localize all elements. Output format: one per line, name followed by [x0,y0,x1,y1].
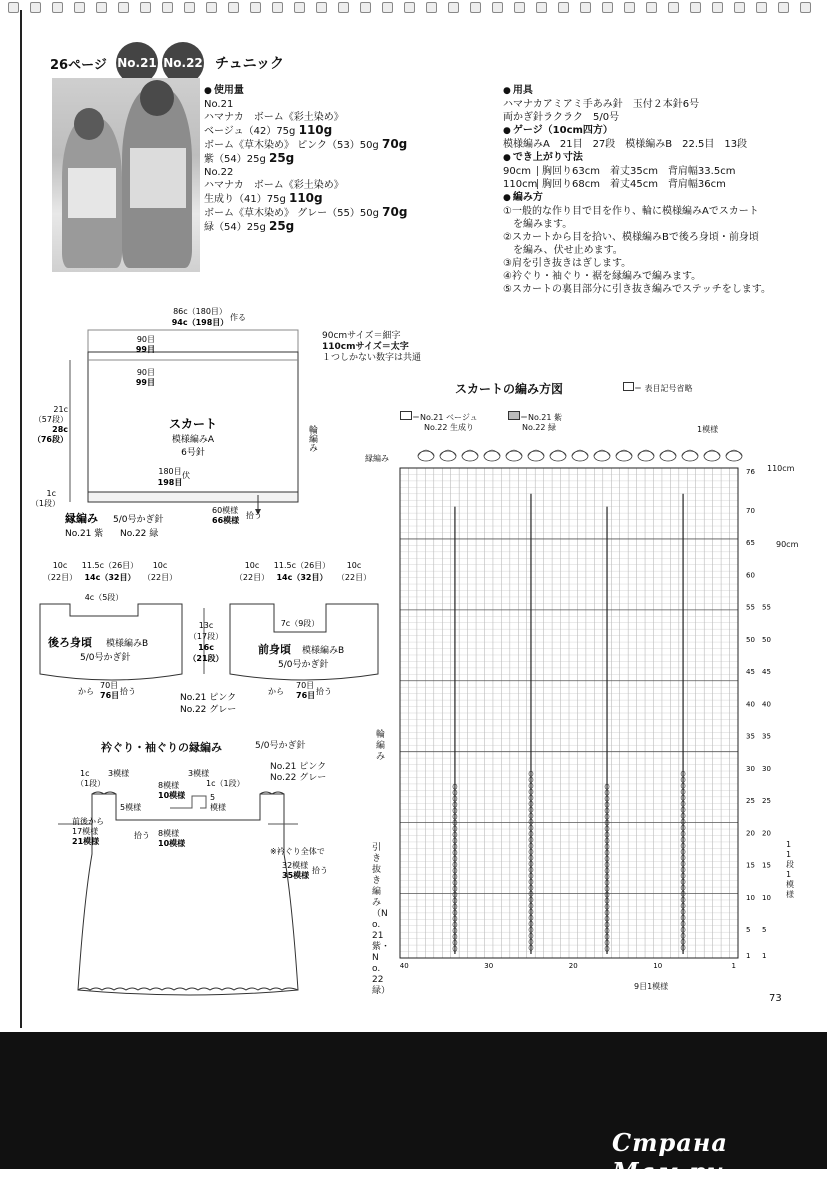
edg-hem-pick: 拾う [312,866,328,875]
skirt-bot2: 198目 [157,478,183,487]
size-heading: ● でき上がり寸法 [503,151,803,165]
body-diagrams [30,556,390,726]
edg-m8b: 8模様 [158,829,180,838]
skirt-top-cast1: 86c（180目） [173,307,227,316]
method-step5: ⑤スカートの裏目部分に引き抜き編みでステッチをします。 [503,284,771,295]
chart-size90: 90cm [776,540,799,549]
skirt-chart [398,440,818,1000]
mid-dim4: （21段） [188,654,224,663]
row-label: 25 [746,797,755,806]
edg-m5a: 5模様 [120,803,142,812]
note-common: １つしかない数字は共通 [322,353,422,363]
edg-fb-pick: 拾う [134,831,150,840]
edge-no22: No.22 緑 [120,529,159,539]
row-label: 30 [746,764,755,773]
tools-line2: 両かぎ針ラクラク 5/0号 [503,112,620,123]
skirt-left3: 28c [52,425,68,434]
note-90: 90cmサイズ＝細字 [322,331,401,341]
front-dim5: 10c [346,561,362,570]
tools-line1: ハマナカアミアミ手あみ針 玉付２本針6号 [503,99,700,110]
row-label-inner: 10 [762,893,771,902]
edg-fb1: 前後から [72,817,104,826]
row-label: 35 [746,732,755,741]
front-pick2: 70目 [296,681,315,690]
front-pick1: から [268,687,284,696]
col-label: 40 [399,962,409,970]
mid-dim1: 13c [198,621,214,630]
method-step1b: を編みます。 [503,219,573,230]
edge-title: 縁編み [65,512,98,525]
edg-m10a: 10模様 [158,791,186,800]
front-dim4: 14c（32目） [276,573,328,582]
row-label: 1 [746,951,751,960]
method-step2b: を編み、伏せ止めます。 [503,245,623,256]
chart-key1a: ＝No.21 ベージュ [412,413,478,422]
skirt-ring: 輪編み [307,425,317,452]
edg-m5c: 模様 [210,803,226,812]
skirt-top-make: 作る [230,313,246,322]
row-label-inner: 1 [762,951,767,960]
page-reference: 26ページ [50,58,107,73]
edg-fb3: 21模様 [72,837,100,846]
materials-no22-line1: 生成り（41）75g [204,194,286,205]
back-hook: 5/0号かぎ針 [80,653,131,663]
skirt-left5: 1c [46,489,56,498]
chart-key2 [508,411,562,433]
tunic-photo [52,78,200,272]
materials-no22-total3: 25g [268,219,295,233]
skirt-needle: 6号針 [181,448,205,458]
edg-m3b: 3模様 [188,769,210,778]
skirt-title: スカート [168,417,218,431]
method-step4: ④衿ぐり・袖ぐり・裾を縁編みで編みます。 [503,271,702,282]
back-pick1: から [78,687,94,696]
skirt-pick-label: 拾う [246,511,262,520]
col-label: 10 [653,962,663,970]
method-step3: ③肩を引き抜きはぎします。 [503,258,632,269]
chart-legend-note-text: ＝ 表目記号省略 [634,384,693,393]
edg-m3a: 3模様 [108,769,130,778]
chart-key2b: No.22 緑 [522,423,557,432]
note-110: 110cmサイズ＝太字 [322,342,409,352]
row-label-inner: 20 [762,829,771,838]
row-label: 40 [746,700,755,709]
edge-scallops [418,450,742,461]
edg-fb2: 17模様 [72,827,99,836]
front-pattern: 模様編みB [302,646,345,656]
row-label-inner: 40 [762,700,771,709]
skirt-top-cast2: 94c（198目） [171,318,229,327]
row-label-inner: 30 [762,764,771,773]
edg-m5b: 5 [210,793,216,802]
back-dim1: 10c [52,561,68,570]
chart-size110: 110cm [767,464,795,473]
materials-block [204,84,464,234]
materials-no22-total1: 110g [288,191,323,205]
row-label-inner: 50 [762,635,771,644]
size-110-length: 着丈45cm [609,179,658,190]
page-title: チュニック [215,56,285,72]
back-dim5: 10c [152,561,168,570]
chart-legend-note [623,382,693,394]
back-pick4: 拾う [120,687,136,696]
chart-edge-label: 縁編み [365,454,389,463]
materials-no21-brand: ハマナカ ボーム《彩土染め》 [204,112,344,123]
edg-m8a: 8模様 [158,781,180,790]
size-row-110 [503,178,803,191]
edge-hook: 5/0号かぎ針 [113,515,164,525]
materials-no21-line2: ボーム《草木染め》 ピンク（53）50g [204,140,379,151]
row-label-inner: 5 [762,925,767,934]
size-90-chest: 胸回り63cm [542,166,600,177]
skirt-left6: （1段） [30,499,60,508]
edg-m1c: 1c（1段） [206,779,245,788]
row-label: 15 [746,861,755,870]
edg-hem2: 32模様 [282,861,309,870]
edging-hook: 5/0号かぎ針 [255,741,306,751]
body-color22: No.22 グレー [180,705,237,715]
back-pattern: 模様編みB [106,639,149,649]
back-dim4: 14c（32目） [84,573,136,582]
back-pick2: 70目 [100,681,119,690]
edg-m10b: 10模様 [158,839,186,848]
materials-no21-line3: 紫（54）25g [204,154,266,165]
skirt-s99b: 99目 [135,378,155,387]
back-dim2: （22目） [42,573,78,582]
materials-no22-total2: 70g [382,205,408,219]
col-label: 30 [484,962,494,970]
edging-title: 衿ぐり・袖ぐりの縁編み [101,741,222,754]
skirt-s90b: 90目 [136,368,155,377]
edging-c22: No.22 グレー [270,773,327,783]
gauge-heading: ● ゲージ（10cm四方） [503,124,803,138]
row-label-inner: 35 [762,732,771,741]
edg-hem3: 35模様 [282,871,310,880]
chart-right-note: 11段1模様 [786,840,794,899]
badge-no22: No.22 [162,42,204,84]
back-pick3: 76目 [100,691,120,700]
edging-colors [270,762,326,784]
skirt-left1: 21c [53,405,68,414]
row-label: 20 [746,829,755,838]
front-dim3: 11.5c（26目） [273,561,331,570]
edg-hem1: ※衿ぐり全体で [270,847,325,856]
front-hook: 5/0号かぎ針 [278,660,329,670]
instructions-block [503,84,803,296]
mid-dim2: （17段） [188,632,224,641]
materials-no21-label: No.21 [204,99,234,110]
size-110-chest: 胸回り68cm [542,179,600,190]
front-neck: 7c（9段） [280,619,320,628]
row-label: 5 [746,925,751,934]
size-110-shoulder: 背肩幅36cm [667,179,726,190]
chart-title: スカートの編み方図 [455,382,564,396]
skirt-s99a: 99目 [135,345,155,354]
materials-no22-label: No.22 [204,167,234,178]
size-110: 110cm [503,179,538,190]
skirt-bot-fuse: 伏 [182,471,190,480]
front-dim2: （22目） [234,573,270,582]
front-pick3: 76目 [296,691,316,700]
skirt-s90a: 90目 [136,335,155,344]
size-90-shoulder: 背肩幅33.5cm [667,166,736,177]
materials-no21-total2: 70g [381,137,408,151]
materials-no22-line3: 緑（54）25g [204,222,266,233]
method-step1a: ①一般的な作り目で目を作り、輪に模様編みAでスカート [503,206,759,217]
materials-no22-brand: ハマナカ ボーム《彩土染め》 [204,180,344,191]
col-label: 1 [731,962,737,970]
chart-key1b: No.22 生成り [424,423,475,432]
size-notes [322,331,421,364]
skirt-bot1: 180目 [158,467,182,476]
chart-key1 [400,411,478,433]
front-dim1: 10c [244,561,260,570]
row-label-inner: 15 [762,861,771,870]
materials-no22-line2: ボーム《草木染め》 グレー（55）50g [204,208,379,219]
back-dim6: （22目） [142,573,178,582]
skirt-pattern: 模様編みA [171,435,215,445]
edging-diagram [50,760,340,1020]
front-pick4: 拾う [316,687,332,696]
edge-no21: No.21 紫 [65,529,104,539]
edging-c21: No.21 ピンク [270,762,327,772]
size-row-90 [503,165,803,178]
back-dim3: 11.5c（26目） [81,561,139,570]
row-label: 50 [746,635,755,644]
tools-heading: ● 用具 [503,84,803,98]
gauge-line1: 模様編みA 21目 27段 模様編みB 22.5目 13段 [503,139,748,150]
method-step2a: ②スカートから目を拾い、模様編みBで後ろ身頃・前身頃 [503,232,759,243]
chart-grid [400,468,738,958]
row-label: 60 [746,571,755,580]
row-label: 65 [746,539,755,548]
row-label: 76 [746,468,755,477]
size-90: 90cm [503,166,531,177]
body-color21: No.21 ピンク [180,693,237,703]
skirt-left2: （57段） [33,415,68,424]
row-label: 70 [746,506,755,515]
chart-side-ring: 輪編み [376,730,386,762]
back-title: 後ろ身頃 [48,636,92,649]
edg-l2: （1段） [76,779,106,788]
row-label-inner: 25 [762,797,771,806]
front-dim6: （22目） [336,573,372,582]
mid-dim3: 16c [198,643,214,652]
chart-side-slip: 引き抜き編み（No.21紫・No.22緑） [372,843,391,996]
back-neck: 4c（5段） [84,593,124,602]
materials-no21-total1: 110g [298,123,333,137]
col-label: 20 [568,962,578,970]
row-label: 45 [746,668,755,677]
front-title: 前身頃 [258,643,291,656]
materials-heading: ● 使用量 [204,84,464,98]
site-watermark: Страна Мам.ру [612,1128,728,1186]
method-heading: ● 編み方 [503,191,803,205]
skirt-pick2: 66模様 [212,516,240,525]
chart-key2a: ＝No.21 紫 [520,413,563,422]
chart-repeat: 9目1模様 [634,982,669,991]
edg-l1: 1c [80,769,90,778]
skirt-left4: （76段） [32,435,68,444]
materials-no21-line1: ベージュ（42）75g [204,126,296,137]
skirt-pick1: 60模様 [212,506,239,515]
row-label: 10 [746,893,755,902]
size-90-length: 着丈35cm [609,166,658,177]
chart-one-pattern: 1模様 [697,425,719,434]
row-label-inner: 45 [762,668,771,677]
row-label-inner: 55 [762,603,771,612]
badge-no21: No.21 [116,42,158,84]
page-number: 73 [769,993,782,1004]
row-label: 55 [746,603,755,612]
materials-no21-total3: 25g [268,151,295,165]
